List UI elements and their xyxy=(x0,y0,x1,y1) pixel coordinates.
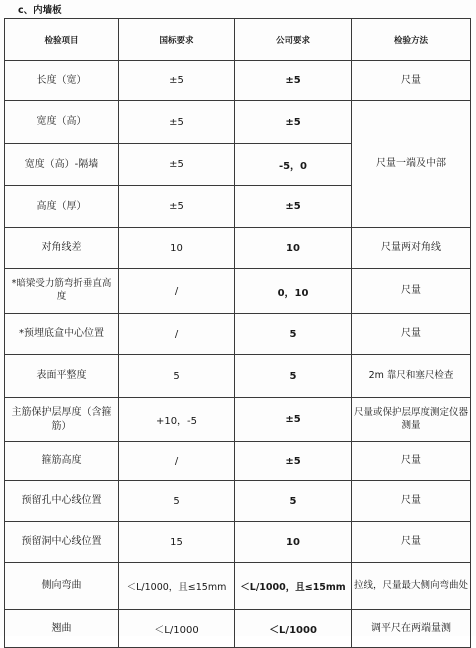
table-row xyxy=(5,314,471,355)
cell-company: 5 xyxy=(235,314,352,355)
cell-method: 尺量一端及中部 xyxy=(352,101,471,228)
cell-company: ＜L/1000，且≤15mm xyxy=(235,563,352,610)
cell-item: 高度（厚） xyxy=(5,186,119,228)
section-title: c、内墙板 xyxy=(18,5,62,16)
cell-item: 翘曲 xyxy=(5,610,119,648)
table-row xyxy=(5,563,471,610)
cell-item: 宽度（高）-隔墙 xyxy=(5,144,119,186)
cell-national: 5 xyxy=(119,355,235,398)
cell-national: 10 xyxy=(119,228,235,269)
cell-method: 调平尺在两端量测 xyxy=(352,610,471,648)
cell-company: ＜L/1000 xyxy=(235,610,352,648)
header-method: 检验方法 xyxy=(352,19,471,61)
table-row xyxy=(5,228,471,269)
cell-national: ＜L/1000，且≤15mm xyxy=(119,563,235,610)
cell-national: 5 xyxy=(119,481,235,522)
cell-company: ±5 xyxy=(235,61,352,101)
cell-item: 预留孔中心线位置 xyxy=(5,481,119,522)
table-header-row xyxy=(5,19,471,61)
cell-method: 尺量 xyxy=(352,442,471,481)
cell-company: ±5 xyxy=(235,101,352,144)
cell-method: 拉线，尺量最大侧向弯曲处 xyxy=(352,563,471,610)
cell-method: 2m 靠尺和塞尺检查 xyxy=(352,355,471,398)
cell-national: / xyxy=(119,314,235,355)
cell-company: 5 xyxy=(235,355,352,398)
header-item: 检验项目 xyxy=(5,19,119,61)
cell-method: 尺量两对角线 xyxy=(352,228,471,269)
cell-item: 表面平整度 xyxy=(5,355,119,398)
cell-national: ±5 xyxy=(119,101,235,144)
cell-national: +10，-5 xyxy=(119,398,235,442)
cell-item: 预留洞中心线位置 xyxy=(5,522,119,563)
cell-company: ±5 xyxy=(235,398,352,442)
cell-national: / xyxy=(119,442,235,481)
cell-national: ＜L/1000 xyxy=(119,610,235,648)
cell-item: 主筋保护层厚度（含箍筋） xyxy=(5,398,119,442)
cell-item: *暗梁受力筋弯折垂直高度 xyxy=(5,269,119,314)
table-row xyxy=(5,398,471,442)
header-company: 公司要求 xyxy=(235,19,352,61)
cell-method: 尺量 xyxy=(352,314,471,355)
cell-company: 0，10 xyxy=(235,269,352,314)
cell-company: -5，0 xyxy=(235,144,352,186)
inspection-table xyxy=(4,18,471,648)
cell-method: 尺量 xyxy=(352,61,471,101)
cell-national: ±5 xyxy=(119,144,235,186)
cell-method: 尺量 xyxy=(352,481,471,522)
cell-item: *预埋底盒中心位置 xyxy=(5,314,119,355)
cell-company: 10 xyxy=(235,228,352,269)
cell-item: 箍筋高度 xyxy=(5,442,119,481)
table-row xyxy=(5,610,471,648)
table-row xyxy=(5,442,471,481)
table-row xyxy=(5,355,471,398)
cell-national: 15 xyxy=(119,522,235,563)
table-row xyxy=(5,522,471,563)
cell-item: 侧向弯曲 xyxy=(5,563,119,610)
cell-company: 10 xyxy=(235,522,352,563)
table-row xyxy=(5,101,471,144)
cell-company: ±5 xyxy=(235,442,352,481)
cell-item: 对角线差 xyxy=(5,228,119,269)
cell-company: 5 xyxy=(235,481,352,522)
table-row xyxy=(5,61,471,101)
cell-item: 长度（宽） xyxy=(5,61,119,101)
cell-method: 尺量 xyxy=(352,522,471,563)
cell-item: 宽度（高） xyxy=(5,101,119,144)
cell-national: ±5 xyxy=(119,61,235,101)
cell-method: 尺量或保护层厚度测定仪器测量 xyxy=(352,398,471,442)
header-national: 国标要求 xyxy=(119,19,235,61)
table-row xyxy=(5,269,471,314)
cell-national: ±5 xyxy=(119,186,235,228)
cell-national: / xyxy=(119,269,235,314)
table-row xyxy=(5,481,471,522)
cell-company: ±5 xyxy=(235,186,352,228)
cell-method: 尺量 xyxy=(352,269,471,314)
